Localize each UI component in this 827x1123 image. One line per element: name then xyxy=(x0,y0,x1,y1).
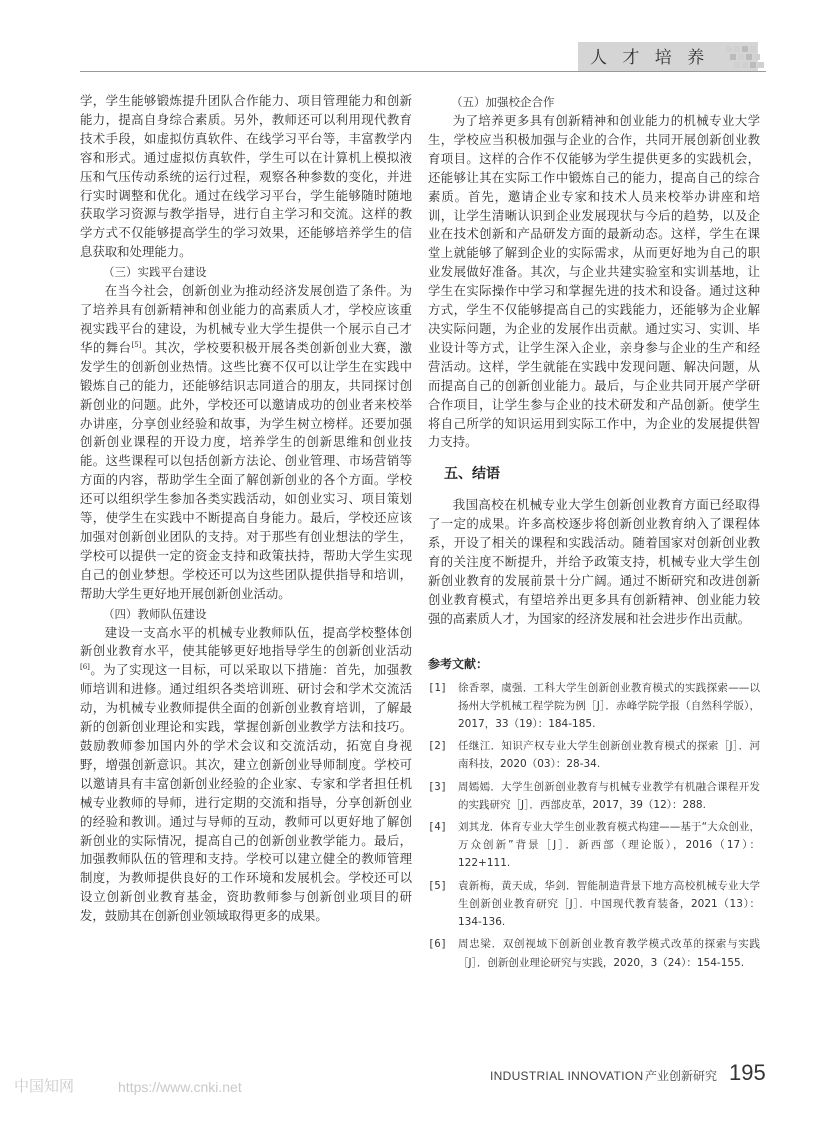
reference-text: 徐香翠，虞强．工科大学生创新创业教育模式的实践探索——以扬州大学机械工程学院为例［J］．赤峰学院学报（自然科学版），2017，33（19）：184-185. xyxy=(458,681,760,731)
header-rule xyxy=(80,71,766,72)
section-heading-conclusion: 五、结语 xyxy=(444,466,500,483)
subheading-school-enterprise: （五）加强校企合作 xyxy=(451,95,555,109)
reference-number: [5] xyxy=(428,879,447,892)
reference-item xyxy=(428,679,760,734)
reference-item xyxy=(428,737,760,773)
paragraph-practice-platform xyxy=(80,282,412,603)
references-title: 参考文献： xyxy=(428,656,489,671)
section-header-title: 人 才 培 养 xyxy=(590,48,710,68)
citation-5: [5] xyxy=(131,340,142,349)
page-number: 195 xyxy=(729,1060,766,1085)
paragraph-text: 在当今社会，创新创业为推动经济发展创造了条件。为了培养具有创新精神和创业能力的高素质人才，学校应该重视实践平台的建设，为机械专业大学生提供一个展示自己才华的舞台 xyxy=(80,283,412,355)
journal-name-chinese: 产业创新研究 xyxy=(645,1069,718,1083)
reference-text: 任继江．知识产权专业大学生创新创业教育模式的探索［J］．河南科技，2020（03）：28-34. xyxy=(458,740,760,771)
cnki-watermark-logo: 中国知网 xyxy=(14,1077,75,1095)
paragraph-continued: 学，学生能够锻炼提升团队合作能力、项目管理能力和创新能力，提高自身综合素质。另外，教师还可以利用现代教育技术手段，如虚拟仿真软件、在线学习平台等，丰富教学内容和形式。通过虚拟仿真软件，学生可以在计算机上模拟液压和气压传动系统的运行过程，观察各种参数的变化，并进行实时调整和优化。通过在线学习平台，学生能够随时随地获取学习资源与教学指导，进行自主学习和交流。这样的教学方式不仅能够提高学生的学习效果，还能够培养学生的信息获取和处理能力。 xyxy=(80,93,412,260)
cnki-watermark-url: https://www.cnki.net xyxy=(118,1079,242,1095)
paragraph-school-enterprise: 为了培养更多具有创新精神和创业能力的机械专业大学生，学校应当积极加强与企业的合作，共同开展创新创业教育项目。这样的合作不仅能够为学生提供更多的实践机会，还能够让其在实际工作中锻炼自己的能力，提高自己的综合素质。首先，邀请企业专家和技术人员来校举办讲座和培训，让学生清晰认识到企业发展现状与今后的趋势，以及企业在技术创新和产品研发方面的最新动态。这样，学生在课堂上就能够了解到企业的实际需求，从而更好地为自己的职业发展做好准备。其次，与企业共建实验室和实训基地，让学生在实际操作中学习和掌握先进的技术和设备。通过这种方式，学生不仅能够提高自己的实践能力，还能够为企业解决实际问题，为企业的发展作出贡献。通过实习、实训、毕业设计等方式，让学生深入企业，亲身参与企业的生产和经营活动。这样，学生就能在实践中发现问题、解决问题，从而提高自己的创新创业能力。最后，与企业共同开展产学研合作项目，让学生参与企业的技术研发和产品创新。使学生将自己所学的知识运用到实际工作中，为企业的发展提供智力支持。 xyxy=(428,113,760,450)
reference-item xyxy=(428,778,760,814)
left-column xyxy=(80,92,412,926)
subheading-practice-platform: （三）实践平台建设 xyxy=(103,265,207,280)
reference-text: 袁新梅，黄天成，华剑．智能制造背景下地方高校机械专业大学生创新创业教育研究［J］．中国现代教育装备，2021（13）：134-136. xyxy=(458,879,760,929)
subheading-teacher-team: （四）教师队伍建设 xyxy=(103,606,207,621)
reference-item xyxy=(428,935,760,971)
reference-number: [2] xyxy=(428,740,447,753)
header-decoration xyxy=(720,44,768,70)
reference-number: [1] xyxy=(428,681,447,694)
reference-item xyxy=(428,818,760,873)
paragraph-teacher-team xyxy=(80,624,412,927)
references-list xyxy=(428,679,760,972)
paragraph-text: 。其次，学校要积极开展各类创新创业大赛，激发学生的创新创业热情。这些比赛不仅可以让学生在实践中锻炼自己的能力，还能够结识志同道合的朋友，共同探讨创新创业的问题。此外，学校还可以邀请成功的创业者来校举办讲座，分享创业经验和故事，为学生树立榜样。还要加强创新创业课程的开设力度，培养学生的创新思维和创业技能。这些课程可以包括创新方法论、创业管理、市场营销等方面的内容，帮助学生全面了解创新创业的各个方面。学校还可以组织学生参加各类实践活动，如创业实习、项目策划等，使学生在实践中不断提高自身能力。最后，学校还应该加强对创新创业团队的支持。对于那些有创业想法的学生，学校可以提供一定的资金支持和政策扶持，帮助大学生实现自己的创业梦想。学校还可以为这些团队提供指导和培训，帮助大学生更好地开展创新创业活动。 xyxy=(80,339,413,601)
reference-item xyxy=(428,877,760,932)
reference-text: 周嫣嫣．大学生创新创业教育与机械专业教学有机融合课程开发的实践研究［J］．西部皮革，2017，39（12）：288. xyxy=(458,780,760,811)
reference-number: [3] xyxy=(428,780,447,793)
reference-number: [6] xyxy=(428,938,447,951)
paragraph-text: 。为了实现这一目标，可以采取以下措施：首先，加强教师培训和进修。通过组织各类培训班、研讨会和学术交流活动，为机械专业教师提供全面的创新创业教育培训，了解最新的创新创业理论和实践，掌握创新创业教学方法和技巧。鼓励教师参加国内外的学术会议和交流活动，拓宽自身视野，增强创新意识。其次，建立创新创业导师制度。学校可以邀请具有丰富创新创业经验的企业家、专家和学者担任机械专业教师的导师，进行定期的交流和指导，分享创新创业的经验和教训。通过与导师的互动，教师可以更好地了解创新创业的实际情况，提高自己的创新创业教学能力。最后，加强教师队伍的管理和支持。学校可以建立健全的教师管理制度，为教师提供良好的工作环境和发展机会。学校还可以设立创新创业教育基金，资助教师参与创新创业项目的研发，鼓励其在创新创业领域取得更多的成果。 xyxy=(80,662,412,924)
right-column xyxy=(428,92,760,976)
reference-text: 周忠梁．双创视域下创新创业教育教学模式改革的探索与实践［J］．创新创业理论研究与实践，2020，3（24）：154-155. xyxy=(458,938,760,969)
citation-6: [6] xyxy=(80,663,90,672)
paragraph-conclusion: 我国高校在机械专业大学生创新创业教育方面已经取得了一定的成果。许多高校逐步将创新创业教育纳入了课程体系，开设了相关的课程和实践活动。随着国家对创新创业教育的关注度不断提升，并给予政策支持，机械专业大学生创新创业教育的发展前景十分广阔。通过不断研究和改进创新创业教育模式，有望培养出更多具有创新精神、创业能力较强的高素质人才，为国家的经济发展和社会进步作出贡献。 xyxy=(428,497,760,626)
reference-text: 刘其龙．体育专业大学生创业教育模式构建——基于“大众创业，万众创新”背景［J］．新西部（理论版），2016（17）：122+111. xyxy=(458,821,760,870)
journal-name-english: INDUSTRIAL INNOVATION xyxy=(490,1069,644,1083)
paragraph-text: 建设一支高水平的机械专业教师队伍，提高学校整体创新创业教育水平，使其能够更好地指导学生的创新创业活动 xyxy=(80,624,412,659)
reference-number: [4] xyxy=(428,821,447,834)
